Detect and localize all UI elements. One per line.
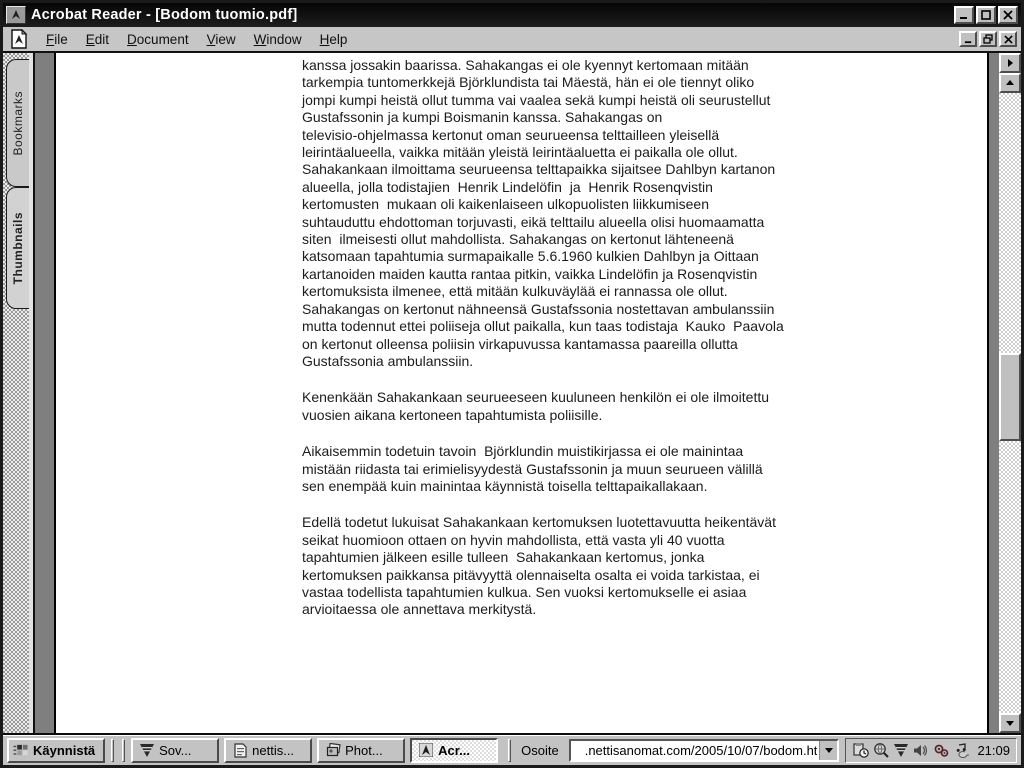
text-line: siten ilmeisesti ollut mahdollista. Sahakangas on kertonut lähteneenä: [302, 231, 734, 248]
download-triangle-icon[interactable]: [892, 742, 909, 759]
text-line: on kertonut olleensa poliisin virkapuvussa kantamassa paareilla ollutta: [302, 335, 738, 352]
taskbar-button-label: Phot...: [345, 742, 383, 758]
doc-minimize-button[interactable]: [959, 31, 977, 47]
text-line: katsomaan tapahtumia surmapaikalle 5.6.1960 kulkien Dahlbyn ja Oittaan: [302, 248, 759, 265]
text-line: vastaa todellista tapahtumien kulkua. Sen vuoksi kertomukselle ei asiaa: [302, 583, 747, 600]
text-line: arvioitaessa ole annettava merkitystä.: [302, 601, 537, 618]
text-line: tapahtumien jälkeen esille tulleen Sahakankaan kertomus, jonka: [302, 549, 705, 566]
doc-restore-button[interactable]: [979, 31, 997, 47]
scroll-down-button[interactable]: [999, 713, 1021, 733]
address-input[interactable]: [571, 741, 820, 760]
system-tray: [845, 738, 1017, 763]
address-bar-label: Osoite: [521, 742, 559, 758]
start-button[interactable]: [7, 738, 105, 763]
scroll-right-button[interactable]: [999, 53, 1021, 73]
taskbar-button-phot[interactable]: [317, 738, 405, 763]
volume-icon[interactable]: [912, 742, 929, 759]
taskbar-button-label: Sov...: [159, 742, 192, 758]
taskbar-button-label: Acr...: [438, 742, 470, 758]
taskbar-button-nettis[interactable]: [224, 738, 312, 763]
tab-bookmarks-label: Bookmarks: [11, 90, 25, 156]
text-line: Gustafssonin ja kumpi Boismanin kanssa. Sahakangas on: [302, 109, 663, 126]
tab-thumbnails-label: Thumbnails: [11, 211, 25, 285]
text-line: suhtauduttu ehdottoman torjuvasti, eikä telttailu alueella olisi huomaamatta: [302, 213, 765, 230]
vertical-scrollbar[interactable]: [999, 53, 1021, 733]
text-line: mutta todennut ettei poliiseja ollut paikalla, kun taas todistaja Kauko Paavola: [302, 318, 784, 335]
text-line: kertomuksen paikkansa pitävyyttä olennaiselta osalta ei voida tarkistaa, ei: [302, 566, 760, 583]
pdf-page: [54, 53, 989, 733]
text-line: kertomuksista ilmenee, että mitään kulkuväylää ei rannassa ole ollut.: [302, 283, 728, 300]
text-line: Edellä todetut lukuisat Sahakankaan kertomuksen luotettavuutta heikentävät: [302, 514, 776, 531]
menu-item-help[interactable]: Help: [319, 31, 348, 47]
taskbar-grip[interactable]: [122, 739, 125, 762]
tab-bookmarks[interactable]: [6, 59, 29, 187]
text-line: kartanoiden maiden kautta rantaa pitkin, vaikka Lindelöfin ja Rosenqvistin: [302, 265, 758, 282]
maximize-button[interactable]: [976, 6, 996, 24]
menu-item-window[interactable]: Window: [253, 31, 302, 47]
text-line: alueella, jolla todistajien Henrik Lindelöfin ja Henrik Rosenqvistin: [302, 178, 713, 195]
photo-icon: [325, 743, 341, 758]
text-line: mistään riidasta tai erimielisyydestä Gustafssonin ja muun seurueen välillä: [302, 460, 763, 477]
taskbar-grip[interactable]: [508, 739, 511, 762]
text-line: kertomusten mukaan oli kaikenlaiseen ulkopuolisten liikkumiseen: [302, 196, 709, 213]
acrobat-icon: [418, 743, 434, 758]
taskbar-button-sov[interactable]: [131, 738, 219, 763]
text-line: Sahakangas on kertonut nähneensä Gustafssonia nostettavan ambulanssiin: [302, 300, 775, 317]
scrollbar-track[interactable]: [999, 93, 1021, 713]
scrollbar-thumb[interactable]: [999, 353, 1021, 441]
download-triangle-icon: [139, 743, 155, 758]
close-button[interactable]: [998, 6, 1018, 24]
acrobat-app-icon: [6, 6, 26, 24]
menu-item-file[interactable]: File: [46, 31, 68, 47]
text-line: kanssa jossakin baarissa. Sahakangas ei ole kyennyt kertomaan mitään: [302, 57, 749, 73]
menu-bar: [3, 27, 1021, 53]
taskbar-button-acr[interactable]: [410, 738, 498, 763]
paragraph: [302, 57, 902, 370]
paragraph: [302, 389, 902, 424]
text-line: vuosien aikana kertoneen tapahtumista poliisille.: [302, 406, 603, 423]
menu-item-edit[interactable]: Edit: [85, 31, 110, 47]
music-notes-icon[interactable]: [952, 742, 969, 759]
canvas-gutter-left: [35, 53, 54, 733]
doc-close-button[interactable]: [999, 31, 1017, 47]
taskbar: [3, 733, 1021, 765]
address-combobox[interactable]: [569, 739, 840, 762]
taskbar-clock: 21:09: [977, 742, 1010, 758]
text-line: Gustafssonia ambulanssiin.: [302, 352, 474, 369]
text-line: jompi kumpi heistä ollut tumma vai vaalea sekä kumpi heistä oli seurustellut: [302, 91, 771, 108]
start-button-label: Käynnistä: [33, 742, 96, 758]
taskbar-grip[interactable]: [111, 739, 114, 762]
minimize-button[interactable]: [954, 6, 974, 24]
address-dropdown-button[interactable]: [819, 741, 837, 760]
document-pane: [3, 53, 1021, 733]
text-line: Sahakankaan ilmoittama seurueensa telttapaikka sijaitsee Dahlbyn kartanon: [302, 161, 776, 178]
text-line: Kenenkään Sahakankaan seurueeseen kuuluneen henkilön ei ole ilmoitettu: [302, 389, 770, 406]
text-line: Aikaisemmin todetuin tavoin Björklundin muistikirjassa ei ole mainintaa: [302, 443, 744, 460]
window-title: Acrobat Reader - [Bodom tuomio.pdf]: [31, 7, 298, 23]
menu-item-view[interactable]: View: [206, 31, 236, 47]
text-line: sen enempää kuin mainintaa käynnistä toisella telttapaikallakaan.: [302, 477, 708, 494]
webpage-icon: [232, 743, 248, 758]
scroll-up-button[interactable]: [999, 73, 1021, 93]
text-line: televisio-ohjelmassa kertonut oman seurueensa telttailleen yleisellä: [302, 126, 720, 143]
taskbar-button-label: nettis...: [252, 742, 295, 758]
menu-item-document[interactable]: Document: [127, 31, 189, 47]
text-line: tarkempia tuntomerkkejä Björklundista tai Mäestä, hän ei ole tiennyt oliko: [302, 74, 755, 91]
paragraph: [302, 514, 902, 618]
text-line: seikat huomioon ottaen on hyvin mahdollista, että vasta yli 40 vuotta: [302, 531, 725, 548]
canvas-gutter-right: [989, 53, 999, 733]
navigation-sidebar: [3, 53, 29, 733]
title-bar[interactable]: [3, 3, 1021, 27]
gears-icon[interactable]: [932, 742, 949, 759]
text-line: leirintäalueella, vaikka mitään yleistä leirintäaluetta ei paikalla ole ollut.: [302, 144, 738, 161]
page-text: [302, 57, 902, 638]
tab-thumbnails[interactable]: [6, 187, 29, 309]
search-globe-icon[interactable]: [872, 742, 889, 759]
scheduler-icon[interactable]: [852, 742, 869, 759]
windows-flag-icon: [13, 743, 29, 758]
paragraph: [302, 443, 902, 495]
pdf-document-icon: [9, 29, 29, 49]
